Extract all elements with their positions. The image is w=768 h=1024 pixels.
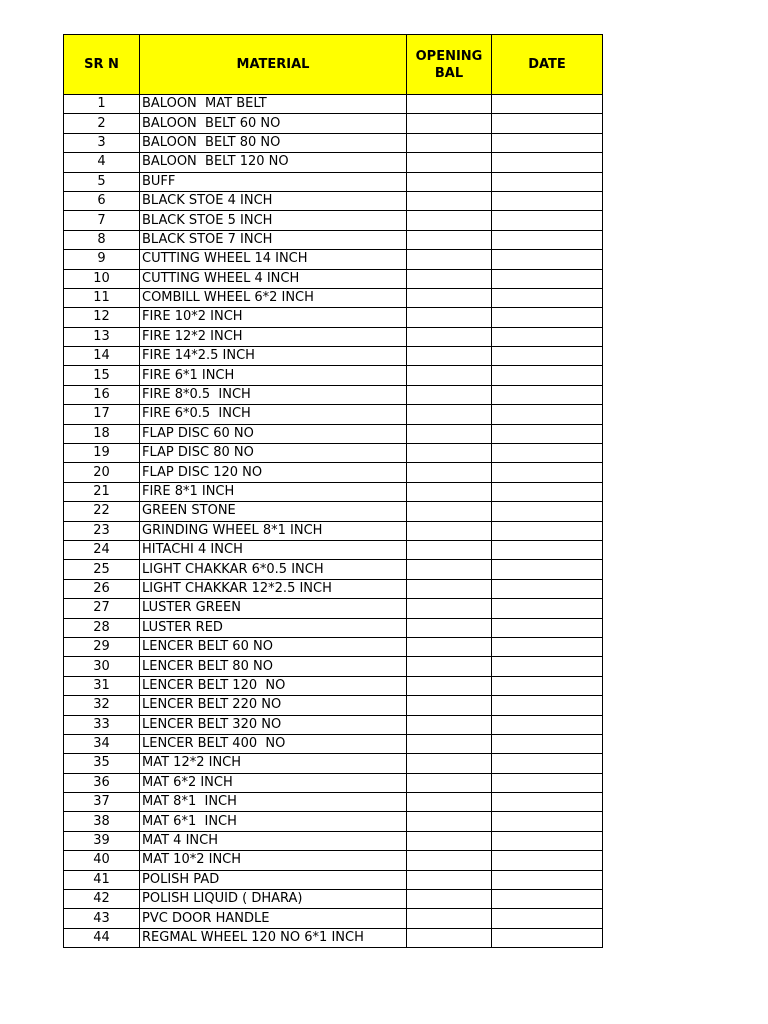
sr-no-cell[interactable]: 37	[64, 793, 140, 812]
opening-bal-cell[interactable]	[407, 851, 492, 870]
table-row	[64, 521, 603, 540]
table-row	[64, 327, 603, 346]
header-material: MATERIAL	[140, 35, 407, 95]
material-cell[interactable]: MAT 6*2 INCH	[140, 773, 407, 792]
date-cell[interactable]	[492, 424, 603, 443]
material-cell[interactable]: GRINDING WHEEL 8*1 INCH	[140, 521, 407, 540]
material-cell[interactable]: FIRE 8*1 INCH	[140, 482, 407, 501]
date-cell[interactable]	[492, 696, 603, 715]
sr-no-cell[interactable]: 15	[64, 366, 140, 385]
date-cell[interactable]	[492, 676, 603, 695]
table-row	[64, 773, 603, 792]
header-date: DATE	[492, 35, 603, 95]
material-cell[interactable]: BUFF	[140, 172, 407, 191]
opening-bal-cell[interactable]	[407, 463, 492, 482]
table-row	[64, 831, 603, 850]
sr-no-cell[interactable]: 23	[64, 521, 140, 540]
sr-no-cell[interactable]: 27	[64, 599, 140, 618]
material-cell[interactable]: FIRE 8*0.5 INCH	[140, 385, 407, 404]
sr-no-cell[interactable]: 33	[64, 715, 140, 734]
material-cell[interactable]: LENCER BELT 220 NO	[140, 696, 407, 715]
material-cell[interactable]: FLAP DISC 80 NO	[140, 444, 407, 463]
opening-bal-cell[interactable]	[407, 211, 492, 230]
opening-bal-cell[interactable]	[407, 831, 492, 850]
date-cell[interactable]	[492, 308, 603, 327]
opening-bal-cell[interactable]	[407, 366, 492, 385]
date-cell[interactable]	[492, 230, 603, 249]
sr-no-cell[interactable]: 7	[64, 211, 140, 230]
sr-no-cell[interactable]: 14	[64, 347, 140, 366]
table-row	[64, 308, 603, 327]
date-cell[interactable]	[492, 211, 603, 230]
sr-no-cell[interactable]: 38	[64, 812, 140, 831]
header-sr-no: SR N	[64, 35, 140, 95]
date-cell[interactable]	[492, 366, 603, 385]
table-row	[64, 851, 603, 870]
opening-bal-cell[interactable]	[407, 560, 492, 579]
sr-no-cell[interactable]: 5	[64, 172, 140, 191]
sr-no-cell[interactable]: 26	[64, 579, 140, 598]
table-row	[64, 463, 603, 482]
opening-bal-cell[interactable]	[407, 153, 492, 172]
opening-bal-cell[interactable]	[407, 793, 492, 812]
material-cell[interactable]: CUTTING WHEEL 4 INCH	[140, 269, 407, 288]
date-cell[interactable]	[492, 773, 603, 792]
table-row	[64, 172, 603, 191]
sr-no-cell[interactable]: 8	[64, 230, 140, 249]
date-cell[interactable]	[492, 405, 603, 424]
opening-bal-cell[interactable]	[407, 676, 492, 695]
table-row	[64, 909, 603, 928]
date-cell[interactable]	[492, 560, 603, 579]
table-row	[64, 928, 603, 947]
material-cell[interactable]: LENCER BELT 60 NO	[140, 637, 407, 656]
sr-no-cell[interactable]: 20	[64, 463, 140, 482]
date-cell[interactable]	[492, 191, 603, 210]
table-row	[64, 153, 603, 172]
table-row	[64, 405, 603, 424]
opening-bal-cell[interactable]	[407, 172, 492, 191]
table-row	[64, 560, 603, 579]
date-cell[interactable]	[492, 385, 603, 404]
material-cell[interactable]: CUTTING WHEEL 14 INCH	[140, 250, 407, 269]
material-cell[interactable]: LIGHT CHAKKAR 6*0.5 INCH	[140, 560, 407, 579]
opening-bal-cell[interactable]	[407, 928, 492, 947]
material-cell[interactable]: LENCER BELT 320 NO	[140, 715, 407, 734]
material-cell[interactable]: LENCER BELT 120 NO	[140, 676, 407, 695]
material-cell[interactable]: FLAP DISC 60 NO	[140, 424, 407, 443]
table-row	[64, 114, 603, 133]
opening-bal-cell[interactable]	[407, 385, 492, 404]
date-cell[interactable]	[492, 579, 603, 598]
table-body	[64, 95, 603, 948]
sr-no-cell[interactable]: 39	[64, 831, 140, 850]
sr-no-cell[interactable]: 13	[64, 327, 140, 346]
table-row	[64, 95, 603, 114]
date-cell[interactable]	[492, 482, 603, 501]
sr-no-cell[interactable]: 35	[64, 754, 140, 773]
opening-bal-cell[interactable]	[407, 618, 492, 637]
opening-bal-cell[interactable]	[407, 696, 492, 715]
header-opening-bal: OPENING BAL	[407, 35, 492, 95]
material-cell[interactable]: BALOON BELT 80 NO	[140, 133, 407, 152]
sr-no-cell[interactable]: 19	[64, 444, 140, 463]
sr-no-cell[interactable]: 30	[64, 657, 140, 676]
sr-no-cell[interactable]: 36	[64, 773, 140, 792]
opening-bal-cell[interactable]	[407, 95, 492, 114]
material-cell[interactable]: FLAP DISC 120 NO	[140, 463, 407, 482]
date-cell[interactable]	[492, 870, 603, 889]
opening-bal-cell[interactable]	[407, 250, 492, 269]
table-row	[64, 676, 603, 695]
material-cell[interactable]: MAT 8*1 INCH	[140, 793, 407, 812]
material-cell[interactable]: BLACK STOE 5 INCH	[140, 211, 407, 230]
opening-bal-cell[interactable]	[407, 754, 492, 773]
table-row	[64, 696, 603, 715]
opening-bal-cell[interactable]	[407, 482, 492, 501]
sr-no-cell[interactable]: 31	[64, 676, 140, 695]
material-cell[interactable]: MAT 4 INCH	[140, 831, 407, 850]
date-cell[interactable]	[492, 540, 603, 559]
material-cell[interactable]: MAT 10*2 INCH	[140, 851, 407, 870]
opening-bal-cell[interactable]	[407, 269, 492, 288]
material-cell[interactable]: LUSTER GREEN	[140, 599, 407, 618]
opening-bal-cell[interactable]	[407, 579, 492, 598]
sr-no-cell[interactable]: 28	[64, 618, 140, 637]
material-cell[interactable]: FIRE 6*0.5 INCH	[140, 405, 407, 424]
table-row	[64, 502, 603, 521]
sr-no-cell[interactable]: 3	[64, 133, 140, 152]
sr-no-cell[interactable]: 9	[64, 250, 140, 269]
sr-no-cell[interactable]: 17	[64, 405, 140, 424]
table-row	[64, 579, 603, 598]
opening-bal-cell[interactable]	[407, 308, 492, 327]
material-cell[interactable]: FIRE 14*2.5 INCH	[140, 347, 407, 366]
sr-no-cell[interactable]: 32	[64, 696, 140, 715]
table-row	[64, 230, 603, 249]
table-row	[64, 288, 603, 307]
table-row	[64, 269, 603, 288]
sr-no-cell[interactable]: 25	[64, 560, 140, 579]
sr-no-cell[interactable]: 21	[64, 482, 140, 501]
sr-no-cell[interactable]: 16	[64, 385, 140, 404]
sr-no-cell[interactable]: 22	[64, 502, 140, 521]
opening-bal-cell[interactable]	[407, 890, 492, 909]
sr-no-cell[interactable]: 12	[64, 308, 140, 327]
opening-bal-cell[interactable]	[407, 502, 492, 521]
material-cell[interactable]: GREEN STONE	[140, 502, 407, 521]
table-row	[64, 250, 603, 269]
opening-bal-cell[interactable]	[407, 133, 492, 152]
sr-no-cell[interactable]: 24	[64, 540, 140, 559]
date-cell[interactable]	[492, 133, 603, 152]
date-cell[interactable]	[492, 444, 603, 463]
date-cell[interactable]	[492, 114, 603, 133]
date-cell[interactable]	[492, 288, 603, 307]
opening-bal-cell[interactable]	[407, 870, 492, 889]
sr-no-cell[interactable]: 41	[64, 870, 140, 889]
table-row	[64, 890, 603, 909]
opening-bal-cell[interactable]	[407, 444, 492, 463]
sr-no-cell[interactable]: 44	[64, 928, 140, 947]
date-cell[interactable]	[492, 754, 603, 773]
material-cell[interactable]: MAT 6*1 INCH	[140, 812, 407, 831]
sr-no-cell[interactable]: 11	[64, 288, 140, 307]
material-cell[interactable]: HITACHI 4 INCH	[140, 540, 407, 559]
material-cell[interactable]: LIGHT CHAKKAR 12*2.5 INCH	[140, 579, 407, 598]
table-row	[64, 734, 603, 753]
material-cell[interactable]: LENCER BELT 80 NO	[140, 657, 407, 676]
date-cell[interactable]	[492, 502, 603, 521]
material-cell[interactable]: BLACK STOE 4 INCH	[140, 191, 407, 210]
table-row	[64, 715, 603, 734]
date-cell[interactable]	[492, 793, 603, 812]
table-row	[64, 424, 603, 443]
date-cell[interactable]	[492, 890, 603, 909]
opening-bal-cell[interactable]	[407, 773, 492, 792]
sr-no-cell[interactable]: 40	[64, 851, 140, 870]
opening-bal-cell[interactable]	[407, 657, 492, 676]
material-cell[interactable]: BALOON BELT 60 NO	[140, 114, 407, 133]
date-cell[interactable]	[492, 734, 603, 753]
sr-no-cell[interactable]: 6	[64, 191, 140, 210]
date-cell[interactable]	[492, 637, 603, 656]
table-row	[64, 754, 603, 773]
opening-bal-cell[interactable]	[407, 114, 492, 133]
table-row	[64, 540, 603, 559]
sr-no-cell[interactable]: 2	[64, 114, 140, 133]
table-row	[64, 211, 603, 230]
opening-bal-cell[interactable]	[407, 424, 492, 443]
sr-no-cell[interactable]: 10	[64, 269, 140, 288]
date-cell[interactable]	[492, 715, 603, 734]
opening-bal-cell[interactable]	[407, 637, 492, 656]
opening-bal-cell[interactable]	[407, 230, 492, 249]
opening-bal-cell[interactable]	[407, 909, 492, 928]
material-cell[interactable]: LENCER BELT 400 NO	[140, 734, 407, 753]
opening-bal-cell[interactable]	[407, 734, 492, 753]
table-row	[64, 599, 603, 618]
sr-no-cell[interactable]: 43	[64, 909, 140, 928]
table-row	[64, 812, 603, 831]
date-cell[interactable]	[492, 269, 603, 288]
date-cell[interactable]	[492, 327, 603, 346]
table-header	[64, 35, 603, 95]
material-cell[interactable]: COMBILL WHEEL 6*2 INCH	[140, 288, 407, 307]
table-row	[64, 347, 603, 366]
header-row	[64, 35, 603, 95]
opening-bal-cell[interactable]	[407, 540, 492, 559]
material-cell[interactable]: BLACK STOE 7 INCH	[140, 230, 407, 249]
sr-no-cell[interactable]: 42	[64, 890, 140, 909]
date-cell[interactable]	[492, 521, 603, 540]
date-cell[interactable]	[492, 599, 603, 618]
date-cell[interactable]	[492, 172, 603, 191]
table-row	[64, 444, 603, 463]
table-row	[64, 366, 603, 385]
date-cell[interactable]	[492, 928, 603, 947]
opening-bal-cell[interactable]	[407, 405, 492, 424]
material-cell[interactable]: MAT 12*2 INCH	[140, 754, 407, 773]
table-row	[64, 385, 603, 404]
sr-no-cell[interactable]: 34	[64, 734, 140, 753]
material-cell[interactable]: BALOON BELT 120 NO	[140, 153, 407, 172]
material-cell[interactable]: FIRE 12*2 INCH	[140, 327, 407, 346]
sr-no-cell[interactable]: 29	[64, 637, 140, 656]
date-cell[interactable]	[492, 851, 603, 870]
material-cell[interactable]: LUSTER RED	[140, 618, 407, 637]
date-cell[interactable]	[492, 463, 603, 482]
table-row	[64, 482, 603, 501]
table-row	[64, 870, 603, 889]
date-cell[interactable]	[492, 95, 603, 114]
date-cell[interactable]	[492, 831, 603, 850]
material-cell[interactable]: REGMAL WHEEL 120 NO 6*1 INCH	[140, 928, 407, 947]
sr-no-cell[interactable]: 1	[64, 95, 140, 114]
opening-bal-cell[interactable]	[407, 521, 492, 540]
date-cell[interactable]	[492, 812, 603, 831]
material-cell[interactable]: POLISH LIQUID ( DHARA)	[140, 890, 407, 909]
material-cell[interactable]: BALOON MAT BELT	[140, 95, 407, 114]
material-cell[interactable]: PVC DOOR HANDLE	[140, 909, 407, 928]
date-cell[interactable]	[492, 657, 603, 676]
opening-bal-cell[interactable]	[407, 812, 492, 831]
table-row	[64, 657, 603, 676]
material-cell[interactable]: POLISH PAD	[140, 870, 407, 889]
opening-bal-cell[interactable]	[407, 347, 492, 366]
material-cell[interactable]: FIRE 6*1 INCH	[140, 366, 407, 385]
sr-no-cell[interactable]: 4	[64, 153, 140, 172]
opening-bal-cell[interactable]	[407, 288, 492, 307]
date-cell[interactable]	[492, 347, 603, 366]
opening-bal-cell[interactable]	[407, 191, 492, 210]
date-cell[interactable]	[492, 909, 603, 928]
date-cell[interactable]	[492, 250, 603, 269]
opening-bal-cell[interactable]	[407, 599, 492, 618]
date-cell[interactable]	[492, 618, 603, 637]
opening-bal-cell[interactable]	[407, 327, 492, 346]
opening-bal-cell[interactable]	[407, 715, 492, 734]
table-row	[64, 637, 603, 656]
table-row	[64, 793, 603, 812]
date-cell[interactable]	[492, 153, 603, 172]
material-cell[interactable]: FIRE 10*2 INCH	[140, 308, 407, 327]
table-row	[64, 191, 603, 210]
table-row	[64, 618, 603, 637]
table-row	[64, 133, 603, 152]
material-stock-table	[63, 34, 603, 948]
sr-no-cell[interactable]: 18	[64, 424, 140, 443]
